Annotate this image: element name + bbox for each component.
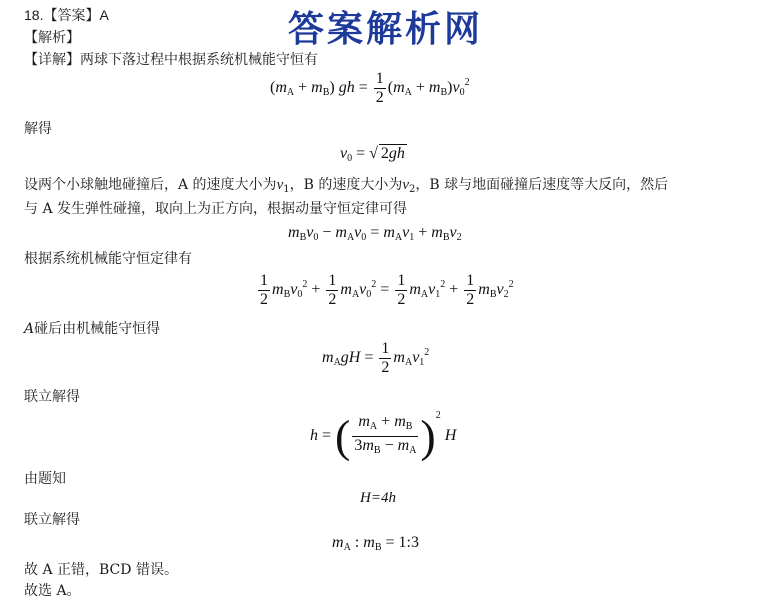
- equation-energy-total: $(m_A + m_B)$ gh = $\frac{1}{2}$ $(m_A + m_B)v_0^2$: [270, 70, 470, 106]
- paragraph-setup-line1: 设两个小球触地碰撞后，A 的速度大小为$v_1$，B 的速度大小为$v_2$，B 球与地面碰撞后速度等大反向，然后: [24, 177, 669, 195]
- equation-momentum: $m_Bv_0 - m_Av_0 = m_Av_1 + m_Bv_2$: [288, 224, 462, 243]
- text-given: 由题知: [24, 471, 66, 487]
- a-letter: A: [24, 321, 35, 337]
- equation-mass-ratio: $m_A$ : $m_B$ = 1:3: [332, 534, 419, 553]
- equation-h-given: H=4h: [360, 490, 396, 506]
- equation-energy-collision: $\frac{1}{2}$ $m_Bv_0^2$ + $\frac{1}{2}$ $m_Av_0^2$ = $\frac{1}{2}$ $m_Av_1^2$ + $\frac{1}{2}$ $m_Bv_2^2$: [260, 272, 514, 308]
- setup-text-b: ，B 的速度大小为: [289, 177, 403, 193]
- analysis-heading: 【解析】: [24, 29, 80, 45]
- paragraph-setup-line2: 与 A 发生弹性碰撞，取向上为正方向，根据动量守恒定律可得: [24, 201, 408, 217]
- detail-text: 两球下落过程中根据系统机械能守恒有: [80, 52, 318, 68]
- setup-text-c: ，B 球与地面碰撞后速度等大反向，然后: [415, 177, 669, 193]
- ratio-value: 1:3: [398, 534, 419, 551]
- text-conclusion-2: 故选 A。: [24, 583, 81, 599]
- text-lianli-1: 联立解得: [24, 389, 80, 405]
- setup-text-a: 设两个小球触地碰撞后，A 的速度大小为: [24, 177, 277, 193]
- text-a-rebound: [24, 320, 160, 338]
- equation-v0: $v_0$ = √ 2gh: [340, 145, 405, 164]
- equation-h-result: h = ( $\frac{m_A + m_B}{3m_B - m_A}$ )$^2$ H: [310, 410, 457, 462]
- text-conclusion-1: 故 A 正错，BCD 错误。: [24, 562, 178, 578]
- detail-tag: 【详解】: [24, 51, 80, 67]
- text-lianli-2: 联立解得: [24, 512, 80, 528]
- answer-heading: 18.【答案】A: [24, 7, 109, 23]
- equation-a-rise: $m_AgH$ = $\frac{1}{2}$ $m_Av_1^2$: [322, 340, 430, 376]
- detail-line: [24, 50, 318, 69]
- text-energy-intro: 根据系统机械能守恒定律有: [24, 251, 192, 267]
- watermark-logo: 答案解析网: [288, 9, 484, 50]
- text-jiede-1: 解得: [24, 121, 52, 137]
- a-rebound-text: 碰后由机械能守恒得: [34, 321, 161, 337]
